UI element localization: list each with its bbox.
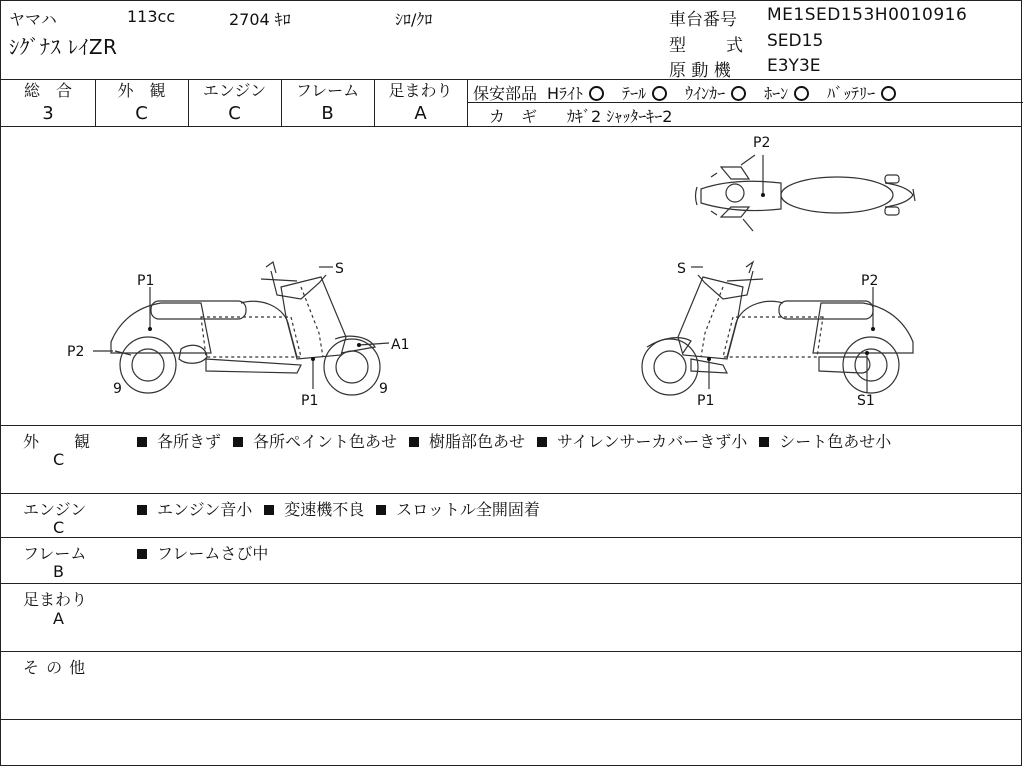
section-engine-grade: C bbox=[53, 518, 65, 537]
safety-parts bbox=[473, 81, 896, 104]
grade-total-label: 総 合 bbox=[23, 81, 72, 100]
label-left-s: S bbox=[335, 261, 344, 277]
note-item: サイレンサーカバーきず小 bbox=[557, 432, 748, 451]
label-left-9-front: 9 bbox=[113, 381, 122, 397]
note-item: 樹脂部色あせ bbox=[429, 432, 526, 451]
bullet-square-icon bbox=[376, 505, 386, 515]
label-right-p1: P1 bbox=[697, 393, 715, 409]
label-left-p1-top: P1 bbox=[137, 273, 155, 289]
engine-value: E3Y3E bbox=[767, 56, 821, 76]
safety-winker-ok-icon bbox=[731, 86, 746, 101]
label-left-p2: P2 bbox=[67, 344, 85, 360]
grade-appearance-label: 外 観 bbox=[117, 81, 166, 100]
grade-frame-label: フレーム bbox=[295, 81, 360, 100]
bullet-square-icon bbox=[537, 437, 547, 447]
chassis-label: 車台番号 bbox=[669, 10, 737, 30]
chassis-value: ME1SED153H0010916 bbox=[767, 5, 968, 25]
scooter-damage-diagram bbox=[1, 127, 1023, 427]
note-item: フレームさび中 bbox=[157, 544, 269, 563]
bullet-square-icon bbox=[264, 505, 274, 515]
grade-engine-label: エンジン bbox=[202, 81, 267, 100]
section-frame-title: フレーム bbox=[23, 544, 87, 563]
scooter-top-view bbox=[696, 155, 916, 231]
bullet-square-icon bbox=[137, 437, 147, 447]
label-right-s1: S1 bbox=[857, 393, 875, 409]
bullet-square-icon bbox=[137, 549, 147, 559]
safety-horn-ok-icon bbox=[794, 86, 809, 101]
bullet-square-icon bbox=[233, 437, 243, 447]
section-engine-notes bbox=[137, 497, 552, 520]
bullet-square-icon bbox=[409, 437, 419, 447]
note-item: 各所きず bbox=[157, 432, 222, 451]
safety-headlight-label: Hﾗｲﾄ bbox=[547, 84, 584, 103]
grade-engine-value: C bbox=[228, 103, 241, 124]
safety-title: 保安部品 bbox=[473, 84, 538, 103]
key-label: カ ギ bbox=[489, 107, 538, 126]
section-other-title: そ の 他 bbox=[23, 658, 87, 677]
color: ｼﾛ/ｸﾛ bbox=[395, 10, 433, 29]
grade-suspension-value: A bbox=[414, 103, 427, 124]
safety-winker-label: ｳｲﾝｶｰ bbox=[685, 84, 726, 103]
label-right-p2: P2 bbox=[861, 273, 879, 289]
section-frame-notes bbox=[137, 541, 280, 564]
safety-tail-label: ﾃｰﾙ bbox=[622, 84, 647, 103]
safety-horn-label: ﾎｰﾝ bbox=[764, 84, 789, 103]
section-suspension-grade: A bbox=[53, 609, 64, 628]
section-appearance-grade: C bbox=[53, 450, 65, 469]
label-left-9-rear: 9 bbox=[379, 381, 388, 397]
bullet-square-icon bbox=[759, 437, 769, 447]
label-left-a1: A1 bbox=[391, 337, 410, 353]
mileage: 2704 ｷﾛ bbox=[229, 10, 291, 29]
note-item: 各所ペイント色あせ bbox=[253, 432, 398, 451]
section-appearance-notes bbox=[137, 429, 891, 452]
bullet-square-icon bbox=[137, 505, 147, 515]
key-value: ｶｷﾞ2 ｼｬｯﾀｰｷｰ2 bbox=[567, 107, 673, 126]
safety-battery-label: ﾊﾞｯﾃﾘｰ bbox=[827, 84, 876, 103]
maker: ヤマハ bbox=[9, 10, 57, 29]
label-top-p2: P2 bbox=[753, 135, 771, 151]
label-right-s: S bbox=[677, 261, 686, 277]
model-name: ｼｸﾞﾅｽ ﾚｲZR bbox=[9, 35, 118, 59]
section-suspension-title: 足まわり bbox=[23, 590, 88, 609]
grade-frame-value: B bbox=[321, 103, 334, 124]
engine-label: 原 動 機 bbox=[669, 61, 731, 81]
grade-total-value: 3 bbox=[42, 103, 54, 124]
note-item: スロットル全開固着 bbox=[396, 500, 540, 519]
note-item: シート色あせ小 bbox=[779, 432, 892, 451]
displacement: 113cc bbox=[127, 7, 176, 26]
note-item: エンジン音小 bbox=[157, 500, 253, 519]
section-appearance-title: 外 観 bbox=[23, 432, 92, 451]
grade-suspension-label: 足まわり bbox=[388, 81, 453, 100]
safety-tail-ok-icon bbox=[652, 86, 667, 101]
section-engine-title: エンジン bbox=[23, 500, 87, 519]
label-left-p1-bottom: P1 bbox=[301, 393, 319, 409]
note-item: 変速機不良 bbox=[284, 500, 365, 519]
type-value: SED15 bbox=[767, 31, 824, 51]
section-frame-grade: B bbox=[53, 562, 64, 581]
grade-appearance-value: C bbox=[135, 103, 148, 124]
safety-headlight-ok-icon bbox=[589, 86, 604, 101]
type-label: 型 式 bbox=[669, 36, 745, 56]
safety-battery-ok-icon bbox=[881, 86, 896, 101]
